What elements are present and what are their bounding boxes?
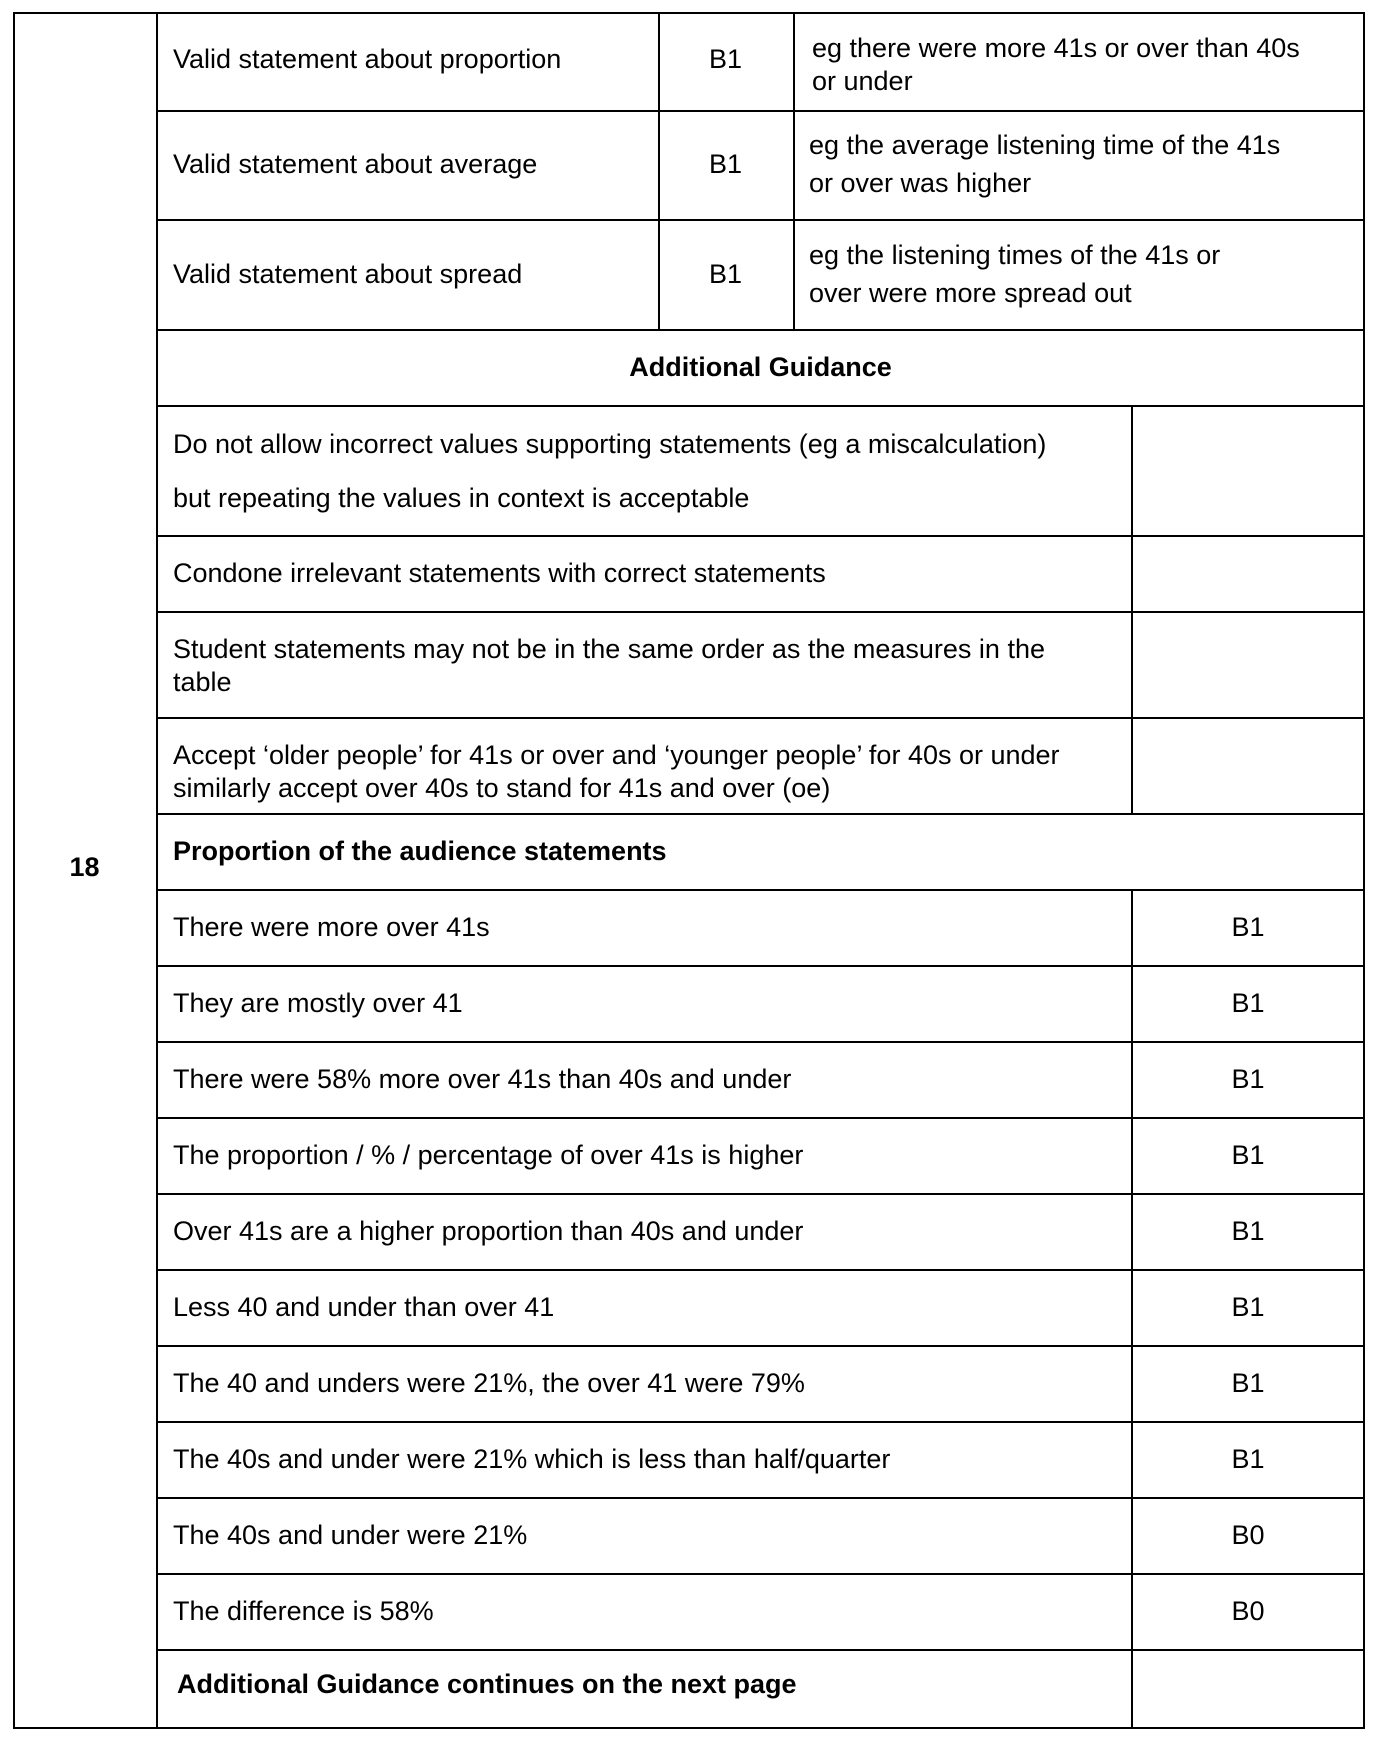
row-line xyxy=(156,219,1365,221)
row-line xyxy=(156,405,1365,407)
proportion-heading: Proportion of the audience statements xyxy=(173,836,667,866)
row-line xyxy=(156,1117,1365,1119)
guidance-line: Student statements may not be in the same order as the measures in the xyxy=(173,634,1045,664)
criterion-average: Valid statement about average xyxy=(173,149,538,179)
row-line xyxy=(156,329,1365,331)
statement-mark: B1 xyxy=(1231,1368,1265,1398)
example-average-line-1: eg the average listening time of the 41s xyxy=(809,130,1281,160)
statement-mark: B0 xyxy=(1231,1520,1265,1550)
statement: The 40s and under were 21% xyxy=(173,1520,528,1550)
mark-average: B1 xyxy=(708,149,743,179)
border-right xyxy=(1363,12,1365,1729)
guidance-line: but repeating the values in context is acceptable xyxy=(173,483,750,513)
guidance-line: similarly accept over 40s to stand for 41s and over (oe) xyxy=(173,773,831,803)
guidance-line: table xyxy=(173,667,232,697)
statement: There were more over 41s xyxy=(173,912,490,942)
example-spread-line-2: over were more spread out xyxy=(809,278,1132,308)
statement-mark: B1 xyxy=(1231,912,1265,942)
row-line xyxy=(156,889,1365,891)
statement: They are mostly over 41 xyxy=(173,988,463,1018)
statement: The 40s and under were 21% which is less than half/quarter xyxy=(173,1444,891,1474)
criterion-proportion: Valid statement about proportion xyxy=(173,44,562,74)
question-column-divider xyxy=(156,12,158,1729)
guidance-line: Accept ‘older people’ for 41s or over and ‘younger people’ for 40s or under xyxy=(173,740,1060,770)
row-line xyxy=(156,717,1365,719)
statement: Less 40 and under than over 41 xyxy=(173,1292,555,1322)
border-top xyxy=(13,12,1365,14)
row-line xyxy=(156,1345,1365,1347)
statement-mark: B1 xyxy=(1231,1140,1265,1170)
statement-mark: B1 xyxy=(1231,1216,1265,1246)
border-bottom xyxy=(13,1727,1365,1729)
question-number: 18 xyxy=(69,852,100,882)
row-line xyxy=(156,1497,1365,1499)
additional-guidance-heading: Additional Guidance xyxy=(629,352,892,382)
example-average-line-2: or over was higher xyxy=(809,168,1032,198)
guidance-line: Condone irrelevant statements with correct statements xyxy=(173,558,826,588)
row-line xyxy=(156,611,1365,613)
example-proportion-line-2: or under xyxy=(812,66,913,96)
example-spread-line-1: eg the listening times of the 41s or xyxy=(809,240,1221,270)
guidance-column-divider xyxy=(1131,405,1133,815)
row-line xyxy=(156,1041,1365,1043)
row-line xyxy=(156,535,1365,537)
statement: Over 41s are a higher proportion than 40s and under xyxy=(173,1216,804,1246)
row-line xyxy=(156,965,1365,967)
statement-mark: B1 xyxy=(1231,1064,1265,1094)
example-proportion-line-1: eg there were more 41s or over than 40s xyxy=(812,33,1300,63)
row-line xyxy=(156,1421,1365,1423)
mark-proportion: B1 xyxy=(708,44,743,74)
row-line xyxy=(156,1269,1365,1271)
continuation-note: Additional Guidance continues on the next page xyxy=(177,1669,797,1699)
criterion-spread: Valid statement about spread xyxy=(173,259,523,289)
row-line xyxy=(156,1193,1365,1195)
row-line xyxy=(156,813,1365,815)
statement: The difference is 58% xyxy=(173,1596,434,1626)
statement: The proportion / % / percentage of over 41s is higher xyxy=(173,1140,804,1170)
mark-spread: B1 xyxy=(708,259,743,289)
statement: The 40 and unders were 21%, the over 41 were 79% xyxy=(173,1368,805,1398)
statement-mark: B1 xyxy=(1231,1292,1265,1322)
statement: There were 58% more over 41s than 40s and under xyxy=(173,1064,792,1094)
example-column-divider xyxy=(793,12,795,331)
guidance-line: Do not allow incorrect values supporting statements (eg a miscalculation) xyxy=(173,429,1047,459)
statement-mark: B1 xyxy=(1231,988,1265,1018)
statement-mark: B0 xyxy=(1231,1596,1265,1626)
statement-mark: B1 xyxy=(1231,1444,1265,1474)
row-line xyxy=(156,110,1365,112)
row-line xyxy=(156,1573,1365,1575)
row-line xyxy=(156,1649,1365,1651)
